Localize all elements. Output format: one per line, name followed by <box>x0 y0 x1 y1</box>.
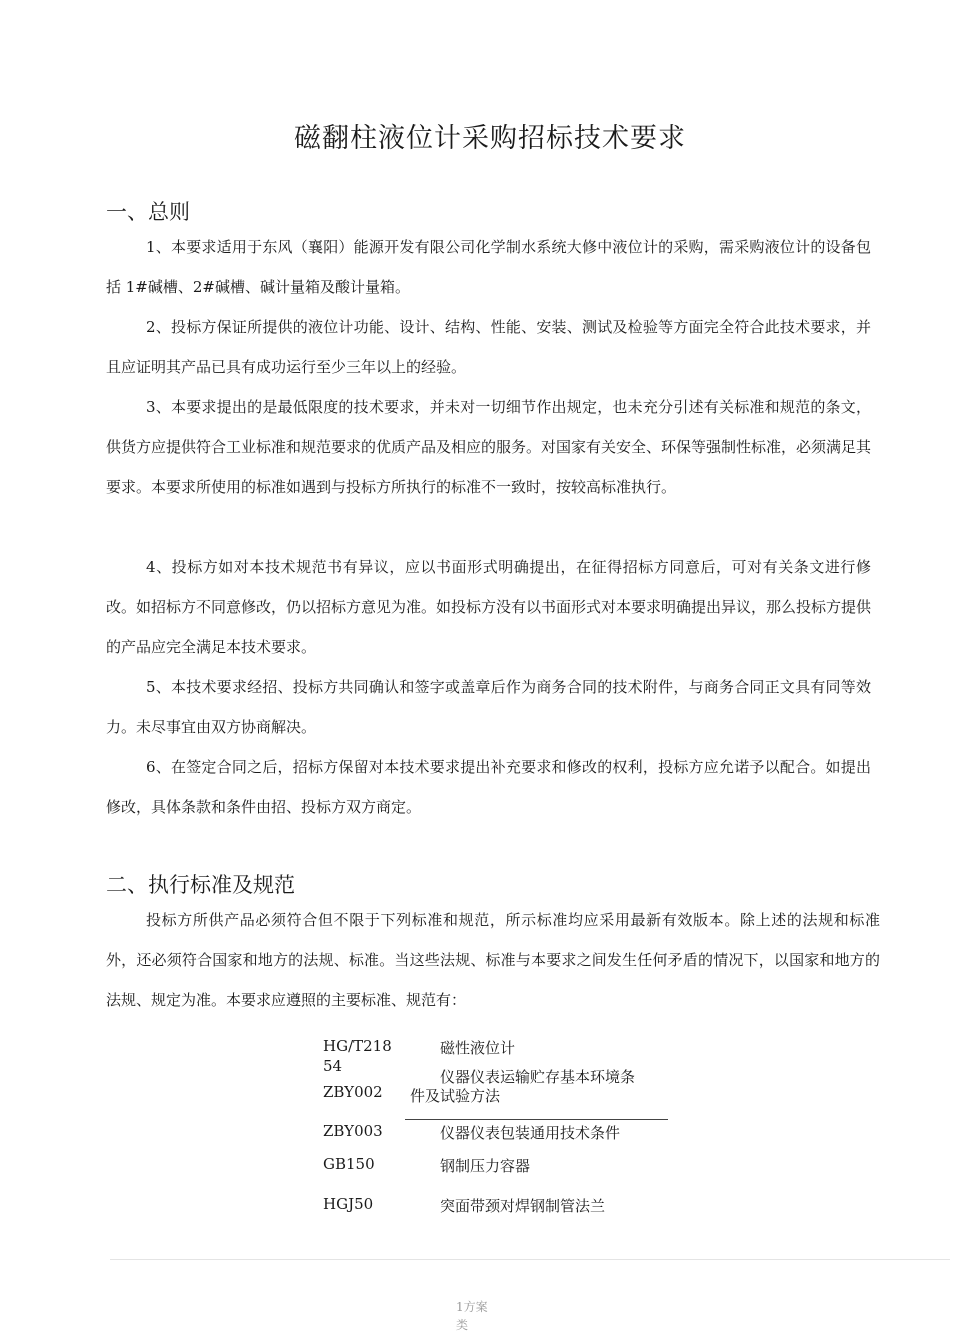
standard-name-3: 仪器仪表包装通用技术条件 <box>440 1124 621 1142</box>
standard-code-5: HGJ50 <box>323 1195 374 1213</box>
footer-divider <box>110 1259 950 1260</box>
section-heading-standards: 二、执行标准及规范 <box>106 873 295 897</box>
standard-name-2-line2: 件及试验方法 <box>410 1087 501 1105</box>
paragraph-standards-intro: 投标方所供产品必须符合但不限于下列标准和规范，所示标准均应采用最新有效版本。除上述的法规和标准外，还必须符合国家和地方的法规、标准。当这些法规、标准与本要求之间发生任何矛盾的情况下，以国家和地方的法规、规定为准。本要求应遵照的主要标准、规范有： <box>106 911 880 1009</box>
standard-code-2: ZBY002 <box>323 1083 383 1101</box>
standard-name-4: 钢制压力容器 <box>440 1157 531 1175</box>
standard-name-1: 磁性液位计 <box>440 1039 516 1057</box>
paragraph-2: 2、投标方保证所提供的液位计功能、设计、结构、性能、安装、测试及检验等方面完全符合此技术要求，并且应证明其产品已具有成功运行至少三年以上的经验。 <box>106 318 871 376</box>
table-rule <box>405 1119 668 1120</box>
standard-name-5: 突面带颈对焊钢制管法兰 <box>440 1197 606 1215</box>
document-title: 磁翻柱液位计采购招标技术要求 <box>294 123 686 154</box>
standard-name-2-line1: 仪器仪表运输贮存基本环境条 <box>440 1068 636 1086</box>
paragraph-4: 4、投标方如对本技术规范书有异议，应以书面形式明确提出，在征得招标方同意后，可对有关条文进行修改。如招标方不同意修改，仍以招标方意见为准。如投标方没有以书面形式对本要求明确提出异议，那么投标方提供的产品应完全满足本技术要求。 <box>106 558 872 656</box>
paragraph-5: 5、本技术要求经招、投标方共同确认和签字或盖章后作为商务合同的技术附件，与商务合同正文具有同等效力。未尽事宜由双方协商解决。 <box>106 678 871 736</box>
standard-code-1: HG/T21854 <box>323 1037 392 1075</box>
page-footer: 1方案类 <box>456 1300 488 1332</box>
paragraph-6: 6、在签定合同之后，招标方保留对本技术要求提出补充要求和修改的权利，投标方应允诺予以配合。如提出修改，具体条款和条件由招、投标方双方商定。 <box>106 758 871 816</box>
standard-code-3: ZBY003 <box>323 1122 383 1140</box>
paragraph-3: 3、本要求提出的是最低限度的技术要求，并未对一切细节作出规定，也未充分引述有关标准和规范的条文，供货方应提供符合工业标准和规范要求的优质产品及相应的服务。对国家有关安全、环保等强制性标准，必须满足其要求。本要求所使用的标准如遇到与投标方所执行的标准不一致时，按较高标准执行。 <box>106 398 872 496</box>
section-heading-general: 一、总则 <box>106 200 190 224</box>
standard-code-4: GB150 <box>323 1155 375 1173</box>
paragraph-1: 1、本要求适用于东风（襄阳）能源开发有限公司化学制水系统大修中液位计的采购，需采购液位计的设备包括 1#碱槽、2#碱槽、碱计量箱及酸计量箱。 <box>106 238 871 296</box>
